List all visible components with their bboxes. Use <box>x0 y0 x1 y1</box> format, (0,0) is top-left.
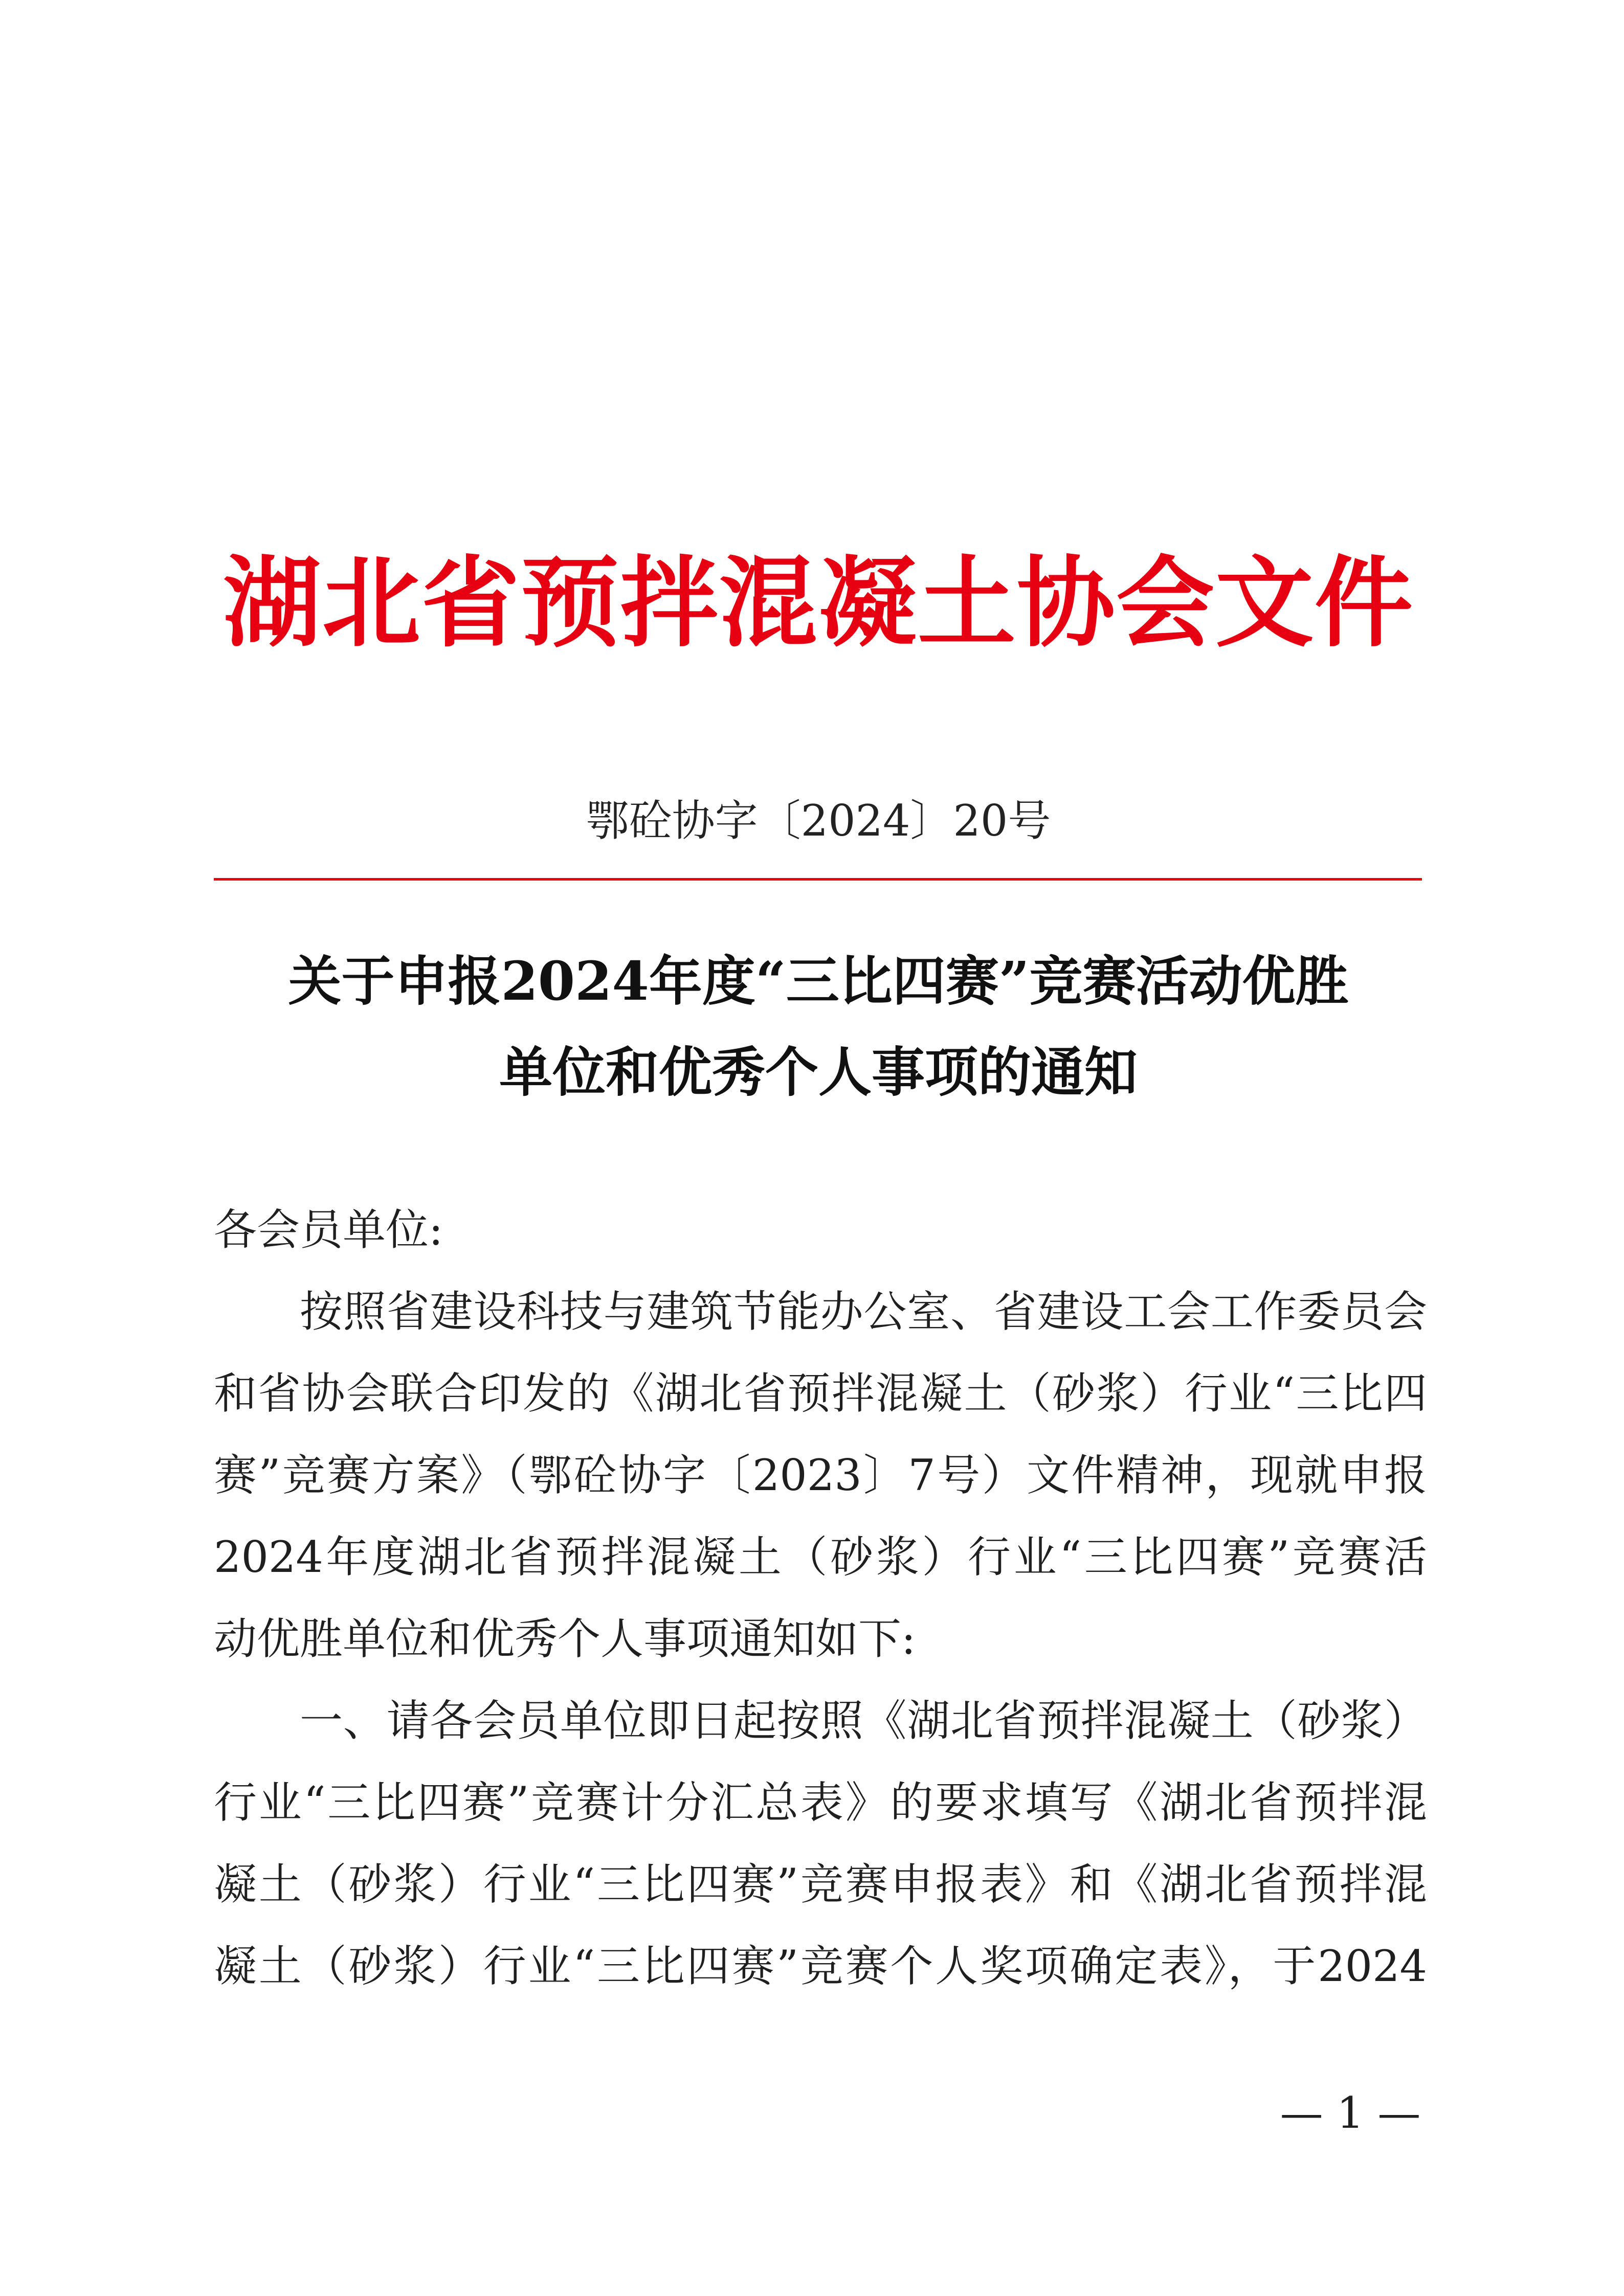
salutation: 各会员单位: <box>214 1205 443 1255</box>
red-separator-line <box>214 878 1422 881</box>
paragraph-1-line-5: 动优胜单位和优秀个人事项通知如下: <box>214 1614 916 1664</box>
notice-title <box>205 936 1432 1118</box>
notice-title-line-2: 单位和优秀个人事项的通知 <box>499 1041 1138 1104</box>
paragraph-2-line-2: 行业“三比四赛”竞赛计分汇总表》的要求填写《湖北省预拌混 <box>214 1777 1427 1828</box>
paragraph-2-line-4: 凝土（砂浆）行业“三比四赛”竞赛个人奖项确定表》，于2024 <box>214 1941 1427 1991</box>
page-number: — 1 — <box>1280 2088 1421 2138</box>
notice-title-line-1: 关于申报2024年度“三比四赛”竞赛活动优胜 <box>288 950 1349 1012</box>
paragraph-2-line-1: 一、请各会员单位即日起按照《湖北省预拌混凝土（砂浆） <box>300 1696 1427 1746</box>
paragraph-1-line-3: 赛”竞赛方案》（鄂砼协字〔2023〕7号）文件精神，现就申报 <box>214 1450 1427 1500</box>
masthead-title: 湖北省预拌混凝土协会文件 <box>223 546 1414 661</box>
notice-body <box>214 1189 1427 2007</box>
document-number: 鄂砼协字〔2024〕20号 <box>586 796 1051 846</box>
paragraph-2-line-3: 凝土（砂浆）行业“三比四赛”竞赛申报表》和《湖北省预拌混 <box>214 1859 1427 1909</box>
paragraph-1-line-4: 2024年度湖北省预拌混凝土（砂浆）行业“三比四赛”竞赛活 <box>214 1532 1427 1582</box>
paragraph-1-line-2: 和省协会联合印发的《湖北省预拌混凝土（砂浆）行业“三比四 <box>214 1368 1427 1419</box>
paragraph-1-line-1: 按照省建设科技与建筑节能办公室、省建设工会工作委员会 <box>300 1287 1427 1337</box>
